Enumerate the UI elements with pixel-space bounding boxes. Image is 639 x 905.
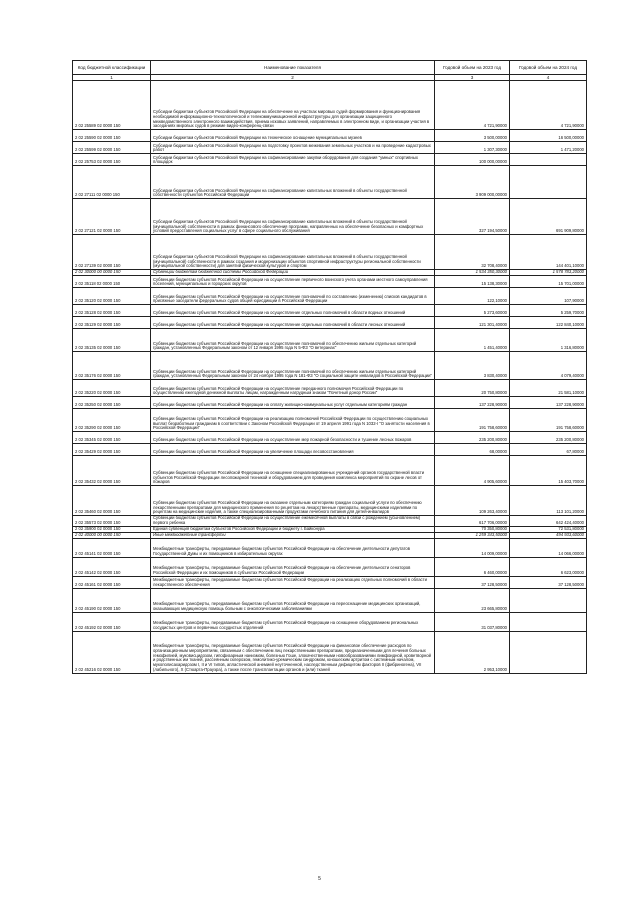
row-value-2023: 2 953,10000 [435, 631, 510, 673]
row-value-2023: 68,00000 [435, 444, 510, 456]
row-code: 2 02 35220 02 0000 150 [73, 380, 151, 397]
row-value-2023: 137 228,90000 [435, 397, 510, 409]
row-code: 2 02 35118 02 0000 150 [73, 276, 151, 288]
row-code: 2 02 30000 00 0000 150 [73, 270, 151, 276]
row-code: 2 02 35345 02 0000 150 [73, 432, 151, 444]
row-value-2024: 1 578 783,20000 [510, 270, 587, 276]
row-value-2023: 20 750,80000 [435, 380, 510, 397]
row-code: 2 02 25753 02 0000 150 [73, 154, 151, 166]
row-name: Межбюджетные трансферты, передаваемые бюджетам субъектов Российской Федерации на реализацию отдельных полномочий в области лекарственного обеспечения [151, 576, 435, 588]
table-row [73, 235, 587, 270]
row-name: Субсидии бюджетам субъектов Российской Федерации на техническое оснащение муниципальных музеев [151, 130, 435, 142]
row-name: Субвенции бюджетам субъектов Российской Федерации на осуществление полномочий по составлению (изменению) списков кандидатов в присяжные заседатели федеральных судов общей юрисдикции в Российской Федерации [151, 288, 435, 305]
row-value-2024: 4 079,40000 [510, 352, 587, 380]
row-value-2023: 70 350,80000 [435, 526, 510, 532]
row-value-2023: 1 307,30000 [435, 142, 510, 154]
row-value-2023: 1 451,40000 [435, 329, 510, 352]
table-row [73, 516, 587, 527]
row-value-2023: 3 909 000,00000 [435, 166, 510, 199]
row-name: Субсидии бюджетам субъектов Российской Федерации на софинансирование закупки оборудования для создания "умных" спортивных площадок [151, 154, 435, 166]
row-value-2024: 137 228,90000 [510, 397, 587, 409]
row-code: 2 02 45216 02 0000 150 [73, 631, 151, 673]
table-row [73, 288, 587, 305]
row-name: Субвенции бюджетам бюджетной системы Российской Федерации [151, 270, 435, 276]
row-value-2024 [510, 612, 587, 631]
row-value-2023: 121 301,40000 [435, 317, 510, 329]
table-row [73, 142, 587, 154]
row-code: 2 02 27111 02 0000 150 [73, 166, 151, 199]
row-value-2024 [510, 166, 587, 199]
row-value-2023: 122,10000 [435, 288, 510, 305]
table-row [73, 557, 587, 576]
row-value-2023: 15 138,30000 [435, 276, 510, 288]
row-code: 2 02 35573 02 0000 150 [73, 516, 151, 527]
row-value-2023: 327 194,50000 [435, 199, 510, 235]
table-body [73, 81, 587, 674]
row-name: Субвенции бюджетам субъектов Российской Федерации на осуществление первичного воинского учета органами местного самоуправления поселений, муниципальных и городских округов [151, 276, 435, 288]
table-row [73, 588, 587, 612]
table-row [73, 154, 587, 166]
table-row [73, 81, 587, 130]
row-value-2024 [510, 631, 587, 673]
row-value-2023: 23 665,80000 [435, 588, 510, 612]
row-name: Субвенции бюджетам субъектов Российской Федерации на увеличение площади лесовосстановления [151, 444, 435, 456]
row-name: Субвенции бюджетам субъектов Российской Федерации на реализацию полномочий Российской Федерации по осуществлению социальных выплат безработным гражданам в соответствии с Законом Российской Федерации от 19 апреля 1991 года N 1032-I "О занятости населения в Российской Федерации" [151, 409, 435, 432]
row-value-2023: 109 263,40000 [435, 486, 510, 516]
table-row [73, 397, 587, 409]
table-row [73, 276, 587, 288]
row-value-2024: 4 721,90000 [510, 81, 587, 130]
row-value-2024 [510, 588, 587, 612]
table-row [73, 486, 587, 516]
page-number: 5 [318, 876, 321, 882]
table-row [73, 444, 587, 456]
row-name: Субвенции бюджетам субъектов Российской Федерации на осуществление мер пожарной безопасности и тушение лесных пожаров [151, 432, 435, 444]
row-name: Субвенции бюджетам субъектов Российской Федерации на оснащение специализированных учреждений органов государственной власти субъектов Российской Федерации лесопожарной техникой и оборудованием для проведения комплекса мероприятий по охране лесов от пожаров [151, 456, 435, 486]
row-name: Субвенции бюджетам субъектов Российской Федерации на оплату жилищно-коммунальных услуг отдельным категориям граждан [151, 397, 435, 409]
row-name: Межбюджетные трансферты, передаваемые бюджетам субъектов Российской Федерации на переоснащение медицинских организаций, оказывающих медицинскую помощь больным с онкологическими заболеваниями [151, 588, 435, 612]
table-row [73, 352, 587, 380]
row-code: 2 02 35432 02 0000 150 [73, 456, 151, 486]
row-value-2023: 1 259 343,50000 [435, 532, 510, 538]
row-value-2023: 31 037,80000 [435, 612, 510, 631]
row-name: Межбюджетные трансферты, передаваемые бюджетам субъектов Российской Федерации на финансовое обеспечение расходов по организационным мероприятиям, связанным с обеспечением лиц лекарственными препаратами, предназначенными для лечения больных гемофилией, муковисцидозом, гипофизарным нанизмом, болезнью Гоше, злокачественными новообразованиями лимфоидной, кроветворной и родственных им тканей, рассеянным склерозом, гемолитико-уремическим синдромом, юношеским артритом с системным началом, мукополисахаридозом I, II и VI типов, апластической анемией неуточненной, наследственным дефицитом факторов II (фибриногена), VII (лабильного), X (Стюарта-Прауэра), а также после трансплантации органов и (или) тканей [151, 631, 435, 673]
header-code: Код бюджетной классификации [73, 61, 151, 75]
row-value-2024: 6 623,00000 [510, 557, 587, 576]
table-row [73, 166, 587, 199]
row-code: 2 02 35900 02 0000 150 [73, 526, 151, 532]
column-index: 1 [73, 75, 151, 81]
table-row [73, 612, 587, 631]
row-name: Субсидии бюджетам субъектов Российской Федерации на софинансирование капитальных вложений в объекты государственной (муниципальной) собственности в рамках финансового обеспечения программ, направленных на обеспечение безопасных и комфортных условий предоставления социальных услуг в сфере социального обслуживания [151, 199, 435, 235]
row-value-2023: 14 009,00000 [435, 538, 510, 557]
row-value-2023: 3 500,00000 [435, 130, 510, 142]
row-name: Межбюджетные трансферты, передаваемые бюджетам субъектов Российской Федерации на обеспечение деятельности депутатов Государственной Думы и их помощников в избирательных округах [151, 538, 435, 557]
table-row [73, 317, 587, 329]
header-name: Наименование показателя [151, 61, 435, 75]
row-value-2023: 191 758,60000 [435, 409, 510, 432]
row-value-2024: 191 758,60000 [510, 409, 587, 432]
row-value-2023: 3 830,40000 [435, 352, 510, 380]
row-code: 2 02 45190 02 0000 150 [73, 588, 151, 612]
row-code: 2 02 27139 02 0000 150 [73, 235, 151, 270]
row-value-2023: 6 460,00000 [435, 557, 510, 576]
row-value-2023: 1 534 350,30000 [435, 270, 510, 276]
header-2023: Годовой объем на 2023 год [435, 61, 510, 75]
row-value-2023: 37 128,50000 [435, 576, 510, 588]
row-code: 2 02 35460 02 0000 150 [73, 486, 151, 516]
row-value-2024: 144 401,10000 [510, 235, 587, 270]
row-value-2024: 16 500,00000 [510, 130, 587, 142]
row-code: 2 02 45192 02 0000 150 [73, 612, 151, 631]
table-row [73, 538, 587, 557]
row-code: 2 02 35135 02 0000 150 [73, 329, 151, 352]
row-name: Субсидии бюджетам субъектов Российской Федерации на подготовку проектов межевания земельных участков и на проведение кадастровых работ [151, 142, 435, 154]
row-code: 2 02 35128 02 0000 150 [73, 305, 151, 317]
row-name: Субвенции бюджетам субъектов Российской Федерации на осуществление отдельных полномочий в области водных отношений [151, 305, 435, 317]
row-code: 2 02 27121 02 0000 150 [73, 199, 151, 235]
row-code: 2 02 35429 02 0000 150 [73, 444, 151, 456]
row-value-2024: 15 701,00000 [510, 276, 587, 288]
row-name: Субвенции бюджетам субъектов Российской Федерации на осуществление полномочий по обеспечению жильем отдельных категорий граждан, установленных Федеральным законом от 12 января 1995 года N 5-ФЗ "О ветеранах" [151, 329, 435, 352]
table-row [73, 432, 587, 444]
budget-table [72, 60, 587, 674]
row-name: Субвенции бюджетам субъектов Российской Федерации на осуществление ежемесячной выплаты в связи с рождением (усыновлением) первого ребенка [151, 516, 435, 527]
row-value-2024: 37 128,50000 [510, 576, 587, 588]
table-row [73, 199, 587, 235]
column-index: 4 [510, 75, 587, 81]
row-value-2024: 1 316,80000 [510, 329, 587, 352]
row-name: Субсидии бюджетам субъектов Российской Федерации на софинансирование капитальных вложений в объекты государственной собственности субъектов Российской Федерации [151, 166, 435, 199]
row-value-2024: 107,90000 [510, 288, 587, 305]
row-value-2024: 15 403,70000 [510, 456, 587, 486]
row-code: 2 02 25590 02 0000 150 [73, 130, 151, 142]
row-name: Субсидии бюджетам субъектов Российской Федерации на софинансирование капитальных вложений в объекты государственной (муниципальной) собственности в рамках создания и модернизации объектов спортивной инфраструктуры региональной собственности (муниципальной собственности) для занятий физической культурой и спортом [151, 235, 435, 270]
row-value-2024: 14 066,00000 [510, 538, 587, 557]
row-value-2023: 100 000,00000 [435, 154, 510, 166]
row-name: Субвенции бюджетам субъектов Российской Федерации на оказание отдельным категориям граждан социальной услуги по обеспечению лекарственными препаратами для медицинского применения по рецептам на лекарственные препараты, медицинскими изделиями по рецептам на медицинские изделия, а также специализированными продуктами лечебного питания для детей-инвалидов [151, 486, 435, 516]
row-value-2024: 21 581,10000 [510, 380, 587, 397]
row-code: 2 02 35120 02 0000 150 [73, 288, 151, 305]
row-code: 2 02 25589 02 0000 150 [73, 81, 151, 130]
row-name: Субвенции бюджетам субъектов Российской Федерации на осуществление полномочий по обеспечению жильем отдельных категорий граждан, установленных Федеральным законом от 24 ноября 1995 года N 181-ФЗ "О социальной защите инвалидов в Российской Федерации" [151, 352, 435, 380]
row-code: 2 02 45142 02 0000 150 [73, 557, 151, 576]
table-row [73, 329, 587, 352]
row-value-2024: 67,80000 [510, 444, 587, 456]
row-code: 2 02 35250 02 0000 150 [73, 397, 151, 409]
row-value-2024 [510, 154, 587, 166]
row-value-2023: 5 273,60000 [435, 305, 510, 317]
row-value-2023: 235 200,80000 [435, 432, 510, 444]
row-code: 2 02 45141 02 0000 150 [73, 538, 151, 557]
row-name: Межбюджетные трансферты, передаваемые бюджетам субъектов Российской Федерации на обеспечение деятельности сенаторов Российской Федерации и их помощников в субъектах Российской Федерации [151, 557, 435, 576]
table-header-row [73, 61, 587, 75]
row-value-2023: 617 706,00000 [435, 516, 510, 527]
row-code: 2 02 35290 02 0000 150 [73, 409, 151, 432]
table-row [73, 380, 587, 397]
row-name: Субвенции бюджетам субъектов Российской Федерации на осуществление отдельных полномочий в области лесных отношений [151, 317, 435, 329]
row-value-2024: 1 471,20000 [510, 142, 587, 154]
row-name: Субсидии бюджетам субъектов Российской Федерации на обеспечение на участках мировых судей формирования и функционирования необходимой информационно-технологической и телекоммуникационной инфраструктуры для организации защищенного межведомственного электронного взаимодействия, приема исковых заявлений, направляемых в электронном виде, и организации участия в заседаниях мировых судов в режиме видео-конференц-связи [151, 81, 435, 130]
row-value-2024: 5 259,70000 [510, 305, 587, 317]
column-index: 3 [435, 75, 510, 81]
row-value-2024: 122 840,10000 [510, 317, 587, 329]
row-code: 2 02 25599 02 0000 150 [73, 142, 151, 154]
table-row [73, 130, 587, 142]
row-value-2023: 4 721,90000 [435, 81, 510, 130]
row-value-2024: 642 424,40000 [510, 516, 587, 527]
row-value-2023: 4 905,60000 [435, 456, 510, 486]
row-value-2024: 494 933,60000 [510, 532, 587, 538]
row-name: Единая субвенция бюджетам субъектов Российской Федерации и бюджету г. Байконура [151, 526, 435, 532]
table-row [73, 576, 587, 588]
row-name: Межбюджетные трансферты, передаваемые бюджетам субъектов Российской Федерации на оснащение оборудованием региональных сосудистых центров и первичных сосудистых отделений [151, 612, 435, 631]
table-row [73, 305, 587, 317]
table-row [73, 456, 587, 486]
row-value-2024: 72 531,80000 [510, 526, 587, 532]
row-name: Субвенции бюджетам субъектов Российской Федерации на осуществление переданного полномочия Российской Федерации по осуществлению ежегодной денежной выплаты лицам, награжденным нагрудным знаком "Почетный донор России" [151, 380, 435, 397]
table-row [73, 631, 587, 673]
row-code: 2 02 35176 02 0000 150 [73, 352, 151, 380]
row-code: 2 02 45161 02 0000 150 [73, 576, 151, 588]
row-value-2024: 235 200,80000 [510, 432, 587, 444]
row-name: Иные межбюджетные трансферты [151, 532, 435, 538]
row-value-2024: 113 101,20000 [510, 486, 587, 516]
header-2024: Годовой объем на 2024 год [510, 61, 587, 75]
column-index: 2 [151, 75, 435, 81]
table-row [73, 409, 587, 432]
row-value-2023: 32 708,40000 [435, 235, 510, 270]
row-code: 2 02 35129 02 0000 150 [73, 317, 151, 329]
row-code: 2 02 40000 00 0000 150 [73, 532, 151, 538]
row-value-2024: 691 909,80000 [510, 199, 587, 235]
